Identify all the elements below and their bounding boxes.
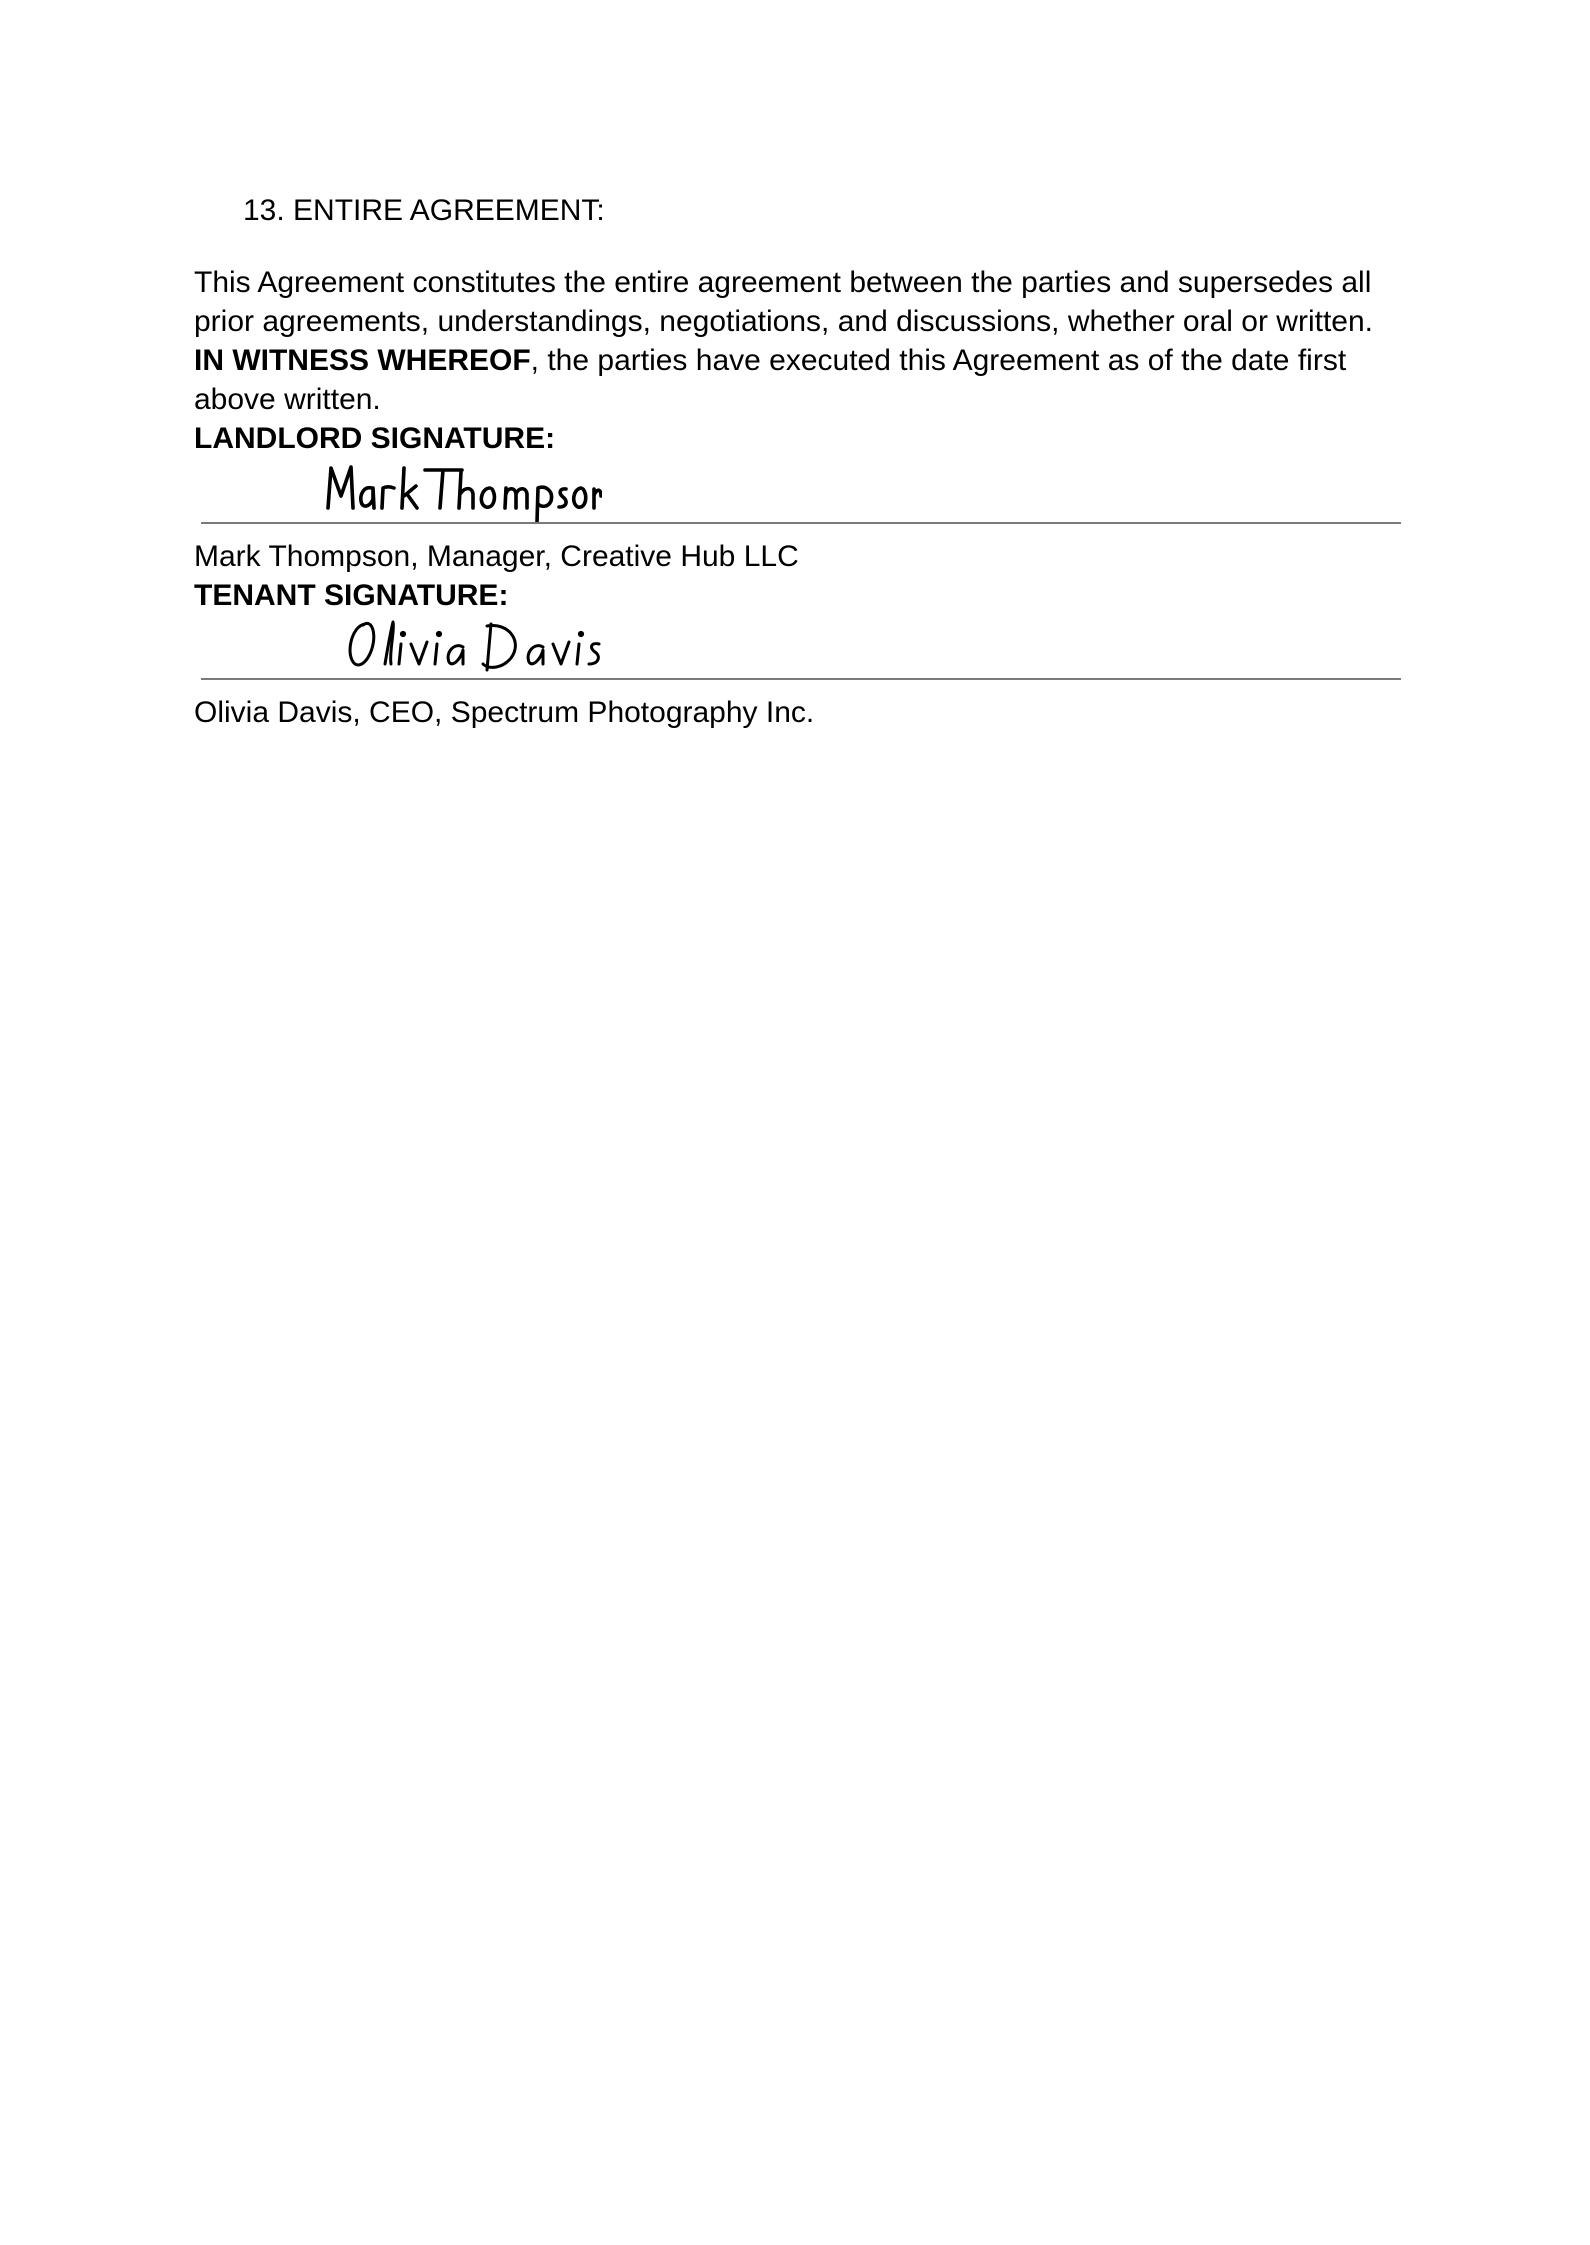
tenant-signature-label: TENANT SIGNATURE: <box>194 579 509 612</box>
tenant-signature-line <box>201 678 1401 680</box>
landlord-signature-line <box>201 522 1401 524</box>
witness-text: , the parties have executed this Agreement as of the date first above written. <box>194 344 1347 416</box>
section-heading: 13. ENTIRE AGREEMENT: <box>243 194 605 227</box>
tenant-signature <box>343 612 623 684</box>
agreement-paragraph <box>194 263 1394 419</box>
landlord-printed-name: Mark Thompson, Manager, Creative Hub LLC <box>194 540 799 573</box>
tenant-signature-drawing <box>343 612 623 684</box>
landlord-signature-label: LANDLORD SIGNATURE: <box>194 422 556 455</box>
witness-bold-text: IN WITNESS WHEREOF <box>194 344 531 377</box>
entire-agreement-text: This Agreement constitutes the entire agreement between the parties and supersedes all prior agreements, understandings, negotiations, and discussions, whether oral or written. <box>194 266 1373 338</box>
landlord-signature <box>322 458 602 530</box>
landlord-signature-drawing <box>322 458 602 530</box>
tenant-printed-name: Olivia Davis, CEO, Spectrum Photography Inc. <box>194 696 815 729</box>
